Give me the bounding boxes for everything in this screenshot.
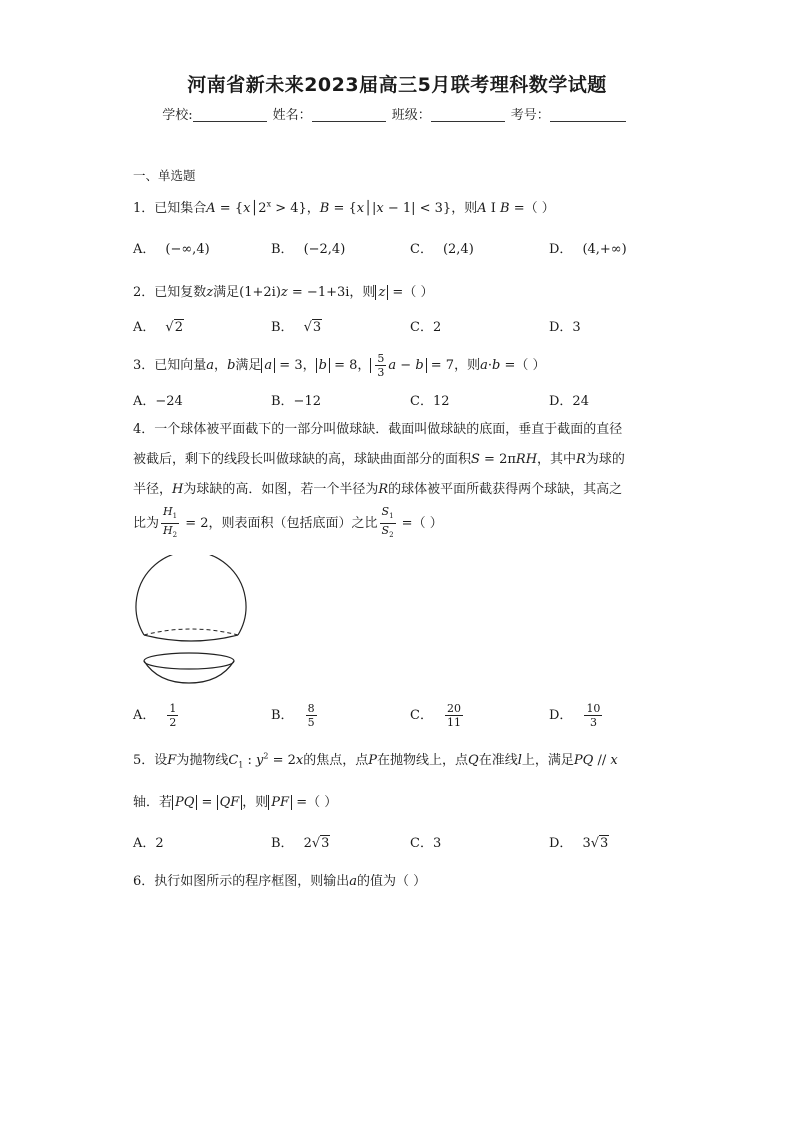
- question-3-stem: 3．已知向量a，b满足 a = 3， b = 8， $\frac{5}{3}$ a − b = 7，则a·b =（ ）: [133, 352, 546, 379]
- section-heading-single-choice: 一、单选题: [133, 168, 196, 183]
- option-c[interactable]: C．12: [410, 394, 450, 409]
- question-5-line-2: 轴．若 PQ = QF ，则 PF =（ ）: [133, 795, 338, 810]
- option-c[interactable]: C． $\frac{20}{11}$: [410, 702, 461, 729]
- option-d[interactable]: D．3: [549, 320, 581, 335]
- option-d[interactable]: D． $\frac{10}{3}$: [549, 702, 601, 729]
- school-blank[interactable]: [193, 107, 267, 122]
- option-b[interactable]: B． √3: [271, 320, 322, 335]
- question-4-stem: 4．一个球体被平面截下的一部分叫做球缺．截面叫做球缺的底面，垂直于截面的直径 被截后，剩下的线段长叫做球缺的高，球缺曲面部分的面积S = 2πRH，其中R为球的 半径，H为球缺的高．如图，若一个半径为R的球体被平面所截获得两个球缺，其高之 比为 $\frac{H_1}{H_2}$ = 2，则表面积（包括底面）之比 $\frac{S_1}{S_2}$ =（ ）: [133, 422, 625, 540]
- question-4-options: [133, 702, 693, 738]
- option-a[interactable]: A． √2: [133, 320, 183, 335]
- number-blank[interactable]: [550, 107, 626, 122]
- option-d[interactable]: D． (4,+∞): [549, 242, 627, 257]
- class-blank[interactable]: [431, 107, 505, 122]
- number-label: 考号：: [510, 108, 550, 123]
- question-2-stem: 2．已知复数z满足(1+2i)z = −1+3i，则 z =（ ）: [133, 285, 434, 300]
- question-5-options: [133, 832, 693, 856]
- option-a[interactable]: A．−24: [133, 394, 183, 409]
- question-6-stem: 6．执行如图所示的程序框图，则输出a的值为（ ）: [133, 874, 427, 889]
- option-b[interactable]: B． (−2,4): [271, 242, 346, 257]
- option-d[interactable]: D． 3√3: [549, 836, 609, 851]
- question-1-stem: 1．已知集合$A = \{x│2^x > 4\}$，B = {x│|x − 1| < 3}，则A I B =（ ）: [133, 199, 555, 216]
- student-info-line: [0, 104, 794, 123]
- option-a[interactable]: A． (−∞,4): [133, 242, 210, 257]
- name-label: 姓名：: [272, 108, 312, 123]
- option-c[interactable]: C．3: [410, 836, 442, 851]
- option-b[interactable]: B． 2√3: [271, 836, 330, 851]
- option-c[interactable]: C．2: [410, 320, 442, 335]
- option-b[interactable]: B． $\frac{8}{5}$: [271, 702, 315, 729]
- question-2-options: [133, 316, 693, 340]
- option-a[interactable]: A． $\frac{1}{2}$: [133, 702, 177, 729]
- question-5-line-1: 5．设F为抛物线$C_1$ : $y^2 = 2x$的焦点，点P在抛物线上，点Q在准线l上，满足PQ // x: [133, 751, 618, 770]
- question-3-options: [133, 390, 693, 414]
- option-b[interactable]: B．−12: [271, 394, 321, 409]
- option-a[interactable]: A．2: [133, 836, 164, 851]
- class-label: 班级：: [391, 108, 431, 123]
- question-1-options: [133, 238, 693, 262]
- option-c[interactable]: C． (2,4): [410, 242, 474, 257]
- school-label: 学校:: [162, 108, 193, 123]
- name-blank[interactable]: [312, 107, 386, 122]
- sphere-cap-figure: [128, 555, 248, 695]
- page-title: 河南省新未来2023届高三5月联考理科数学试题: [187, 74, 607, 96]
- option-d[interactable]: D．24: [549, 394, 589, 409]
